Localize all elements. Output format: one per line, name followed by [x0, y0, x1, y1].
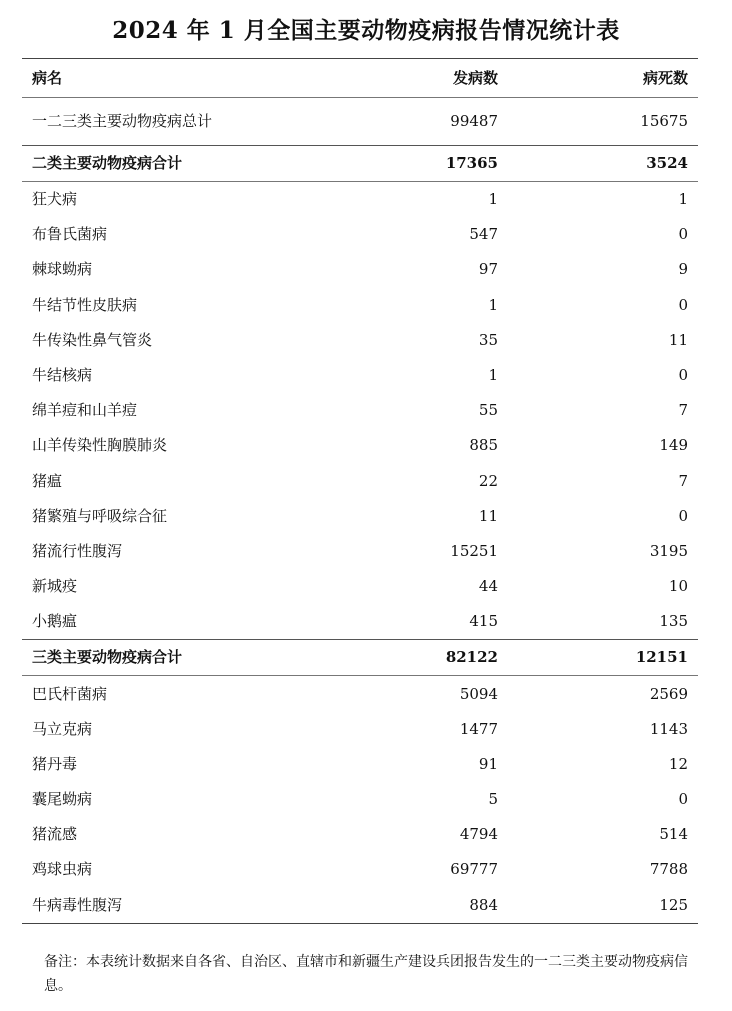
row-cases: 5094 [459, 684, 498, 703]
row-deaths: 0 [678, 225, 688, 244]
table-row [22, 464, 698, 499]
row-name: 绵羊痘和山羊痘 [32, 401, 138, 420]
table-header [22, 58, 698, 98]
row-deaths: 1143 [649, 719, 688, 738]
row-cases: 884 [469, 895, 498, 914]
table-row [22, 852, 698, 887]
row-name: 马立克病 [32, 719, 93, 738]
header-deaths: 病死数 [642, 68, 688, 87]
row-deaths: 135 [659, 612, 688, 631]
row-deaths: 2569 [649, 684, 688, 703]
row-deaths: 11 [668, 330, 688, 349]
row-deaths: 149 [659, 436, 688, 455]
row-name: 猪丹毒 [32, 754, 78, 773]
row-deaths: 12151 [635, 648, 688, 667]
row-cases: 415 [469, 612, 498, 631]
table-row [22, 782, 698, 817]
row-name: 鸡球虫病 [32, 860, 93, 879]
row-cases: 35 [478, 330, 498, 349]
row-name: 巴氏杆菌病 [32, 684, 108, 703]
row-deaths: 10 [668, 577, 688, 596]
row-name: 猪流感 [32, 825, 78, 844]
row-cases: 1477 [459, 719, 498, 738]
row-cases: 1 [488, 190, 498, 209]
table-row [22, 323, 698, 358]
header-cases: 发病数 [452, 68, 498, 87]
row-deaths: 3195 [649, 541, 688, 560]
row-deaths: 514 [659, 825, 688, 844]
row-cases: 82122 [445, 648, 498, 667]
row-cases: 97 [478, 260, 498, 279]
row-cases: 15251 [450, 541, 498, 560]
table-row [22, 888, 698, 924]
table-row [22, 393, 698, 428]
header-name: 病名 [32, 68, 63, 87]
row-name: 棘球蚴病 [32, 260, 93, 279]
page-title: 2024 年 1 月全国主要动物疫病报告情况统计表 [112, 17, 620, 44]
row-cases: 99487 [450, 112, 498, 130]
table-row [22, 817, 698, 852]
grand-total-row [22, 98, 698, 146]
row-cases: 69777 [450, 860, 498, 879]
row-name: 牛传染性鼻气管炎 [32, 330, 153, 349]
table-row [22, 676, 698, 711]
row-deaths: 7 [678, 401, 688, 420]
statistics-table [22, 58, 698, 924]
row-name: 猪流行性腹泻 [32, 541, 123, 560]
row-deaths: 15675 [640, 112, 688, 130]
row-name: 新城疫 [32, 577, 78, 596]
row-cases: 17365 [445, 154, 498, 172]
row-cases: 1 [488, 366, 498, 385]
row-deaths: 0 [678, 790, 688, 809]
row-name: 三类主要动物疫病合计 [32, 648, 183, 667]
table-row [22, 217, 698, 252]
table-row [22, 534, 698, 569]
row-cases: 91 [478, 754, 498, 773]
row-deaths: 9 [678, 260, 688, 279]
table-row [22, 604, 698, 639]
row-cases: 5 [488, 790, 498, 809]
row-name: 狂犬病 [32, 190, 78, 209]
table-row [22, 747, 698, 782]
row-cases: 44 [478, 577, 498, 596]
row-deaths: 1 [678, 190, 688, 209]
row-cases: 55 [478, 401, 498, 420]
row-cases: 11 [478, 506, 498, 525]
row-deaths: 0 [678, 295, 688, 314]
row-name: 二类主要动物疫病合计 [32, 154, 183, 172]
row-name: 猪繁殖与呼吸综合征 [32, 506, 168, 525]
row-cases: 547 [469, 225, 498, 244]
table-row [22, 712, 698, 747]
class2-subtotal-row [22, 146, 698, 182]
row-name: 牛结节性皮肤病 [32, 295, 138, 314]
row-name: 布鲁氏菌病 [32, 225, 108, 244]
table-row [22, 428, 698, 463]
class3-subtotal-row [22, 639, 698, 676]
row-deaths: 12 [668, 754, 688, 773]
table-row [22, 288, 698, 323]
row-deaths: 7 [678, 471, 688, 490]
row-deaths: 7788 [649, 860, 688, 879]
row-name: 牛结核病 [32, 366, 93, 385]
row-name: 猪瘟 [32, 471, 63, 490]
row-cases: 22 [478, 471, 498, 490]
row-deaths: 0 [678, 506, 688, 525]
row-name: 牛病毒性腹泻 [32, 895, 123, 914]
table-row [22, 358, 698, 393]
row-name: 小鹅瘟 [32, 612, 78, 631]
table-row [22, 569, 698, 604]
row-name: 一二三类主要动物疫病总计 [32, 112, 213, 130]
row-deaths: 125 [659, 895, 688, 914]
table-row [22, 182, 698, 217]
table-row [22, 252, 698, 287]
row-deaths: 0 [678, 366, 688, 385]
row-cases: 4794 [459, 825, 498, 844]
row-name: 山羊传染性胸膜肺炎 [32, 436, 168, 455]
row-cases: 885 [469, 436, 498, 455]
row-name: 囊尾蚴病 [32, 790, 93, 809]
footnote: 备注：本表统计数据来自各省、自治区、直辖市和新疆生产建设兵团报告发生的一二三类主要动物疫病信息。 [44, 954, 688, 994]
row-cases: 1 [488, 295, 498, 314]
row-deaths: 3524 [646, 154, 688, 172]
table-row [22, 499, 698, 534]
